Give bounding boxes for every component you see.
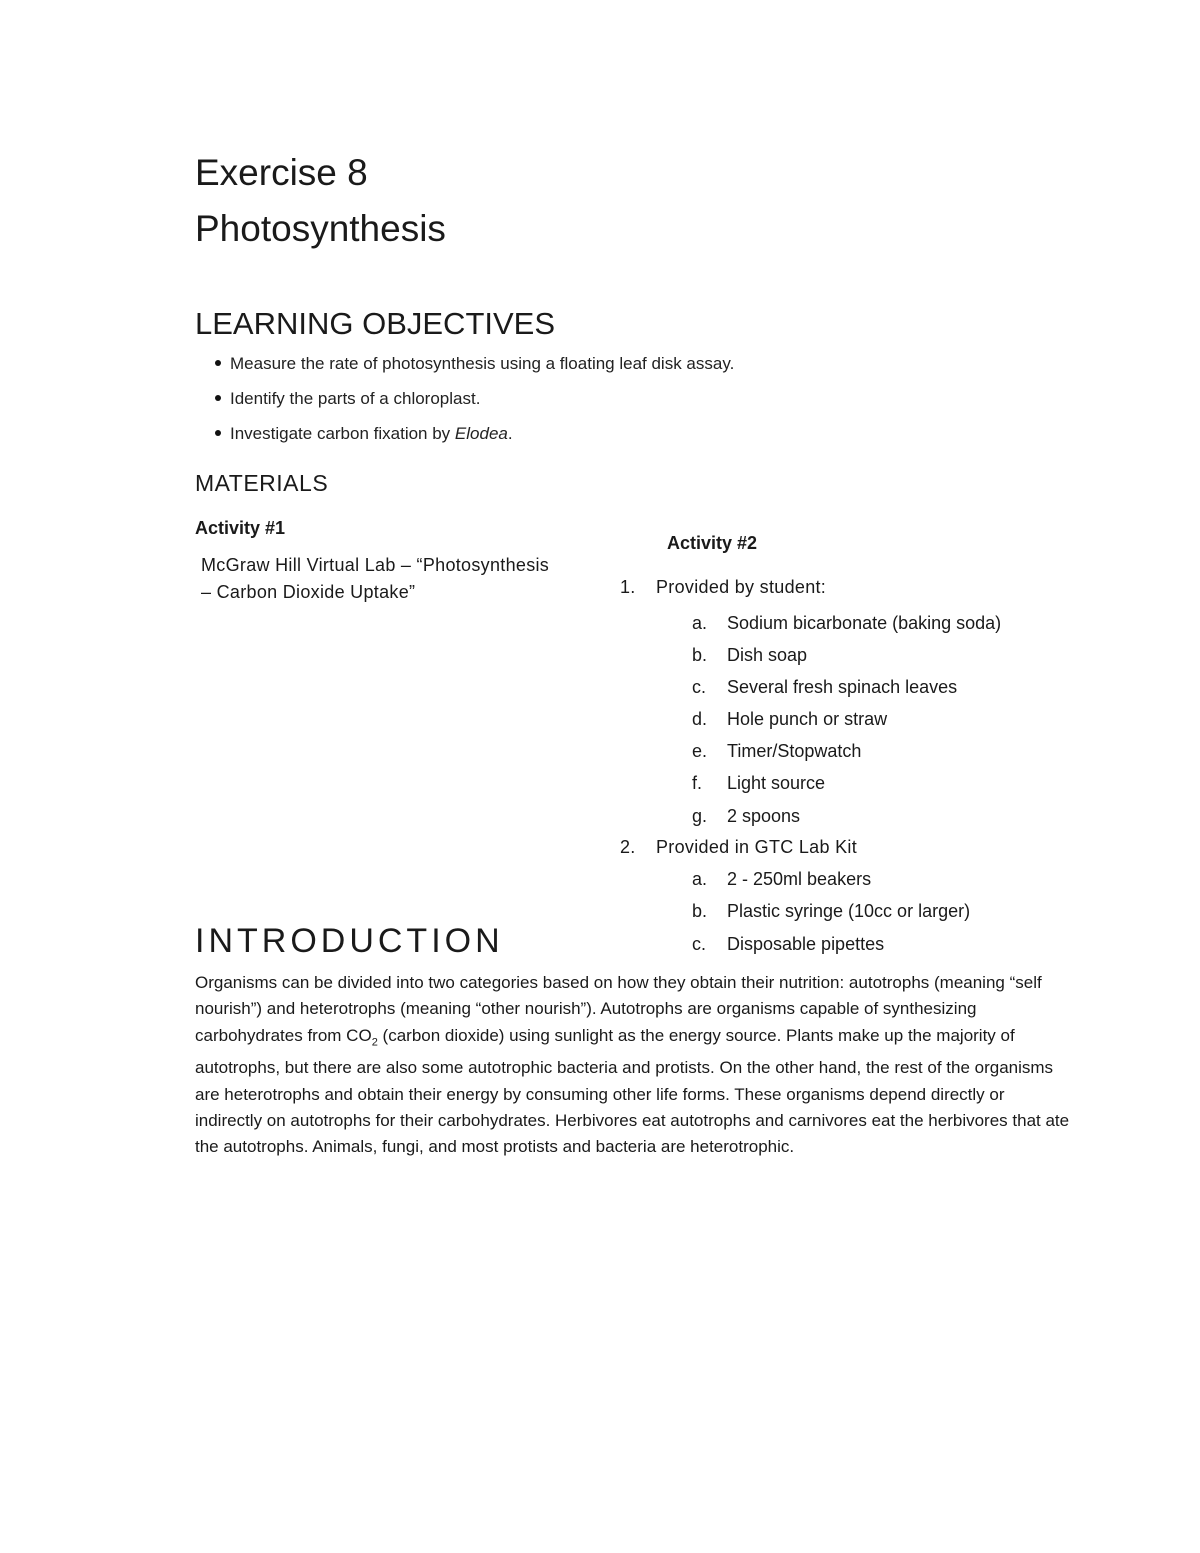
material-item <box>692 869 871 890</box>
materials-heading: MATERIALS <box>195 470 329 496</box>
material-group <box>620 837 857 858</box>
item-text: Timer/Stopwatch <box>727 741 862 761</box>
bullet-icon <box>215 360 221 366</box>
objective-text: Identify the parts of a chloroplast. <box>230 389 481 408</box>
intro-text-part2: (carbon dioxide) using sunlight as the energy source. Plants make up the majority of autotrophs, but there are also some autotrophic bacteria and protists. On the other hand, the rest of the organisms are heterotrophs and obtain their energy by consuming other life forms. These organisms depend directly or indirectly on autotrophs for their carbohydrates. Herbivores eat autotrophs and carnivores eat the herbivores that ate the autotrophs. Animals, fungi, and most protists and bacteria are heterotrophic. <box>195 1025 1070 1157</box>
item-letter: c. <box>692 934 707 954</box>
objective-period: . <box>507 424 513 443</box>
activity2-heading: Activity #2 <box>667 533 758 553</box>
bullet-icon <box>215 395 221 401</box>
item-text: Plastic syringe (10cc or larger) <box>727 901 971 921</box>
item-text: Sodium bicarbonate (baking soda) <box>727 613 1002 633</box>
introduction-paragraph <box>195 970 1075 1160</box>
objective-item <box>215 424 513 444</box>
item-text: Hole punch or straw <box>727 709 888 729</box>
material-item <box>692 934 884 955</box>
material-item <box>692 613 1001 634</box>
item-letter: b. <box>692 645 708 665</box>
learning-objectives-heading: LEARNING OBJECTIVES <box>195 306 556 341</box>
activity1-description: McGraw Hill Virtual Lab – “Photosynthesis – Carbon Dioxide Uptake” <box>201 555 550 602</box>
group-label: Provided in GTC Lab Kit <box>656 837 857 857</box>
co2-subscript: 2 <box>371 1035 378 1048</box>
intro-text-part1: Organisms can be divided into two categories based on how they obtain their nutrition: autotrophs (meaning “self nourish”) and heterotrophs (meaning “other nourish”). Autotrophs are organisms capable of synthesizing carbohydrates from CO <box>195 973 1042 1045</box>
material-item <box>692 901 970 922</box>
material-item <box>692 677 957 698</box>
objective-italic-term: Elodea <box>454 424 508 443</box>
item-letter: b. <box>692 901 708 921</box>
material-item <box>692 709 887 730</box>
objective-text: Measure the rate of photosynthesis using a floating leaf disk assay. <box>230 354 735 373</box>
group-number: 1. <box>620 577 636 597</box>
material-item <box>692 645 807 666</box>
material-item <box>692 806 800 827</box>
group-label: Provided by student: <box>656 577 827 597</box>
item-text: Disposable pipettes <box>727 934 885 954</box>
material-item <box>692 741 861 762</box>
item-letter: a. <box>692 613 708 633</box>
activity1-heading: Activity #1 <box>195 518 286 538</box>
item-text: Light source <box>727 773 826 793</box>
item-text: 2 - 250ml beakers <box>727 869 872 889</box>
bullet-icon <box>215 430 221 436</box>
item-letter: c. <box>692 677 707 697</box>
item-letter: f. <box>692 773 703 793</box>
introduction-heading: INTRODUCTION <box>195 922 504 960</box>
exercise-topic-title: Photosynthesis <box>195 208 446 249</box>
item-text: Several fresh spinach leaves <box>727 677 958 697</box>
objective-item <box>215 354 734 374</box>
material-item <box>692 773 825 794</box>
material-group <box>620 577 826 598</box>
exercise-number-title: Exercise 8 <box>195 152 368 193</box>
item-letter: e. <box>692 741 708 761</box>
objective-item <box>215 389 480 409</box>
item-letter: a. <box>692 869 708 889</box>
item-text: Dish soap <box>727 645 808 665</box>
item-letter: d. <box>692 709 708 729</box>
group-number: 2. <box>620 837 636 857</box>
objective-text: Investigate carbon fixation by <box>230 424 455 443</box>
item-letter: g. <box>692 806 708 826</box>
item-text: 2 spoons <box>727 806 801 826</box>
